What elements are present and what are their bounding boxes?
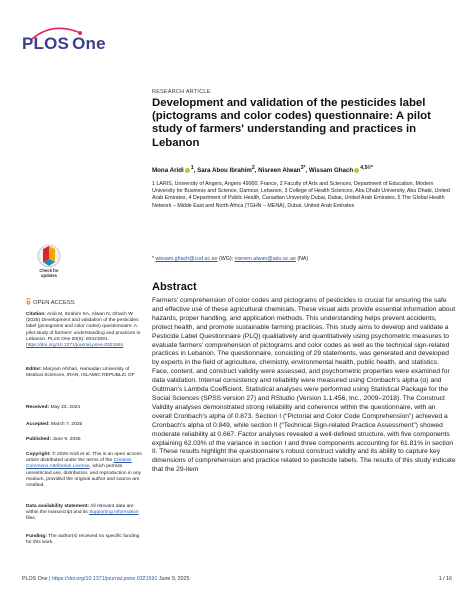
orcid-icon[interactable] [354,168,359,173]
abstract-heading: Abstract [152,281,197,293]
email-link[interactable]: wissam.ghach@cud.ac.ae [155,256,218,262]
data-availability-block: Data availability statement: All relevant data are within the manuscript and its Supporting Information files. [26,504,139,522]
logo-text: PLOS One [22,34,106,53]
orcid-icon[interactable] [185,168,190,173]
editor-block: Editor: Maryam Afshari, Hamadan University of Medical Sciences, IRAN, ISLAMIC REPUBLIC OF [26,367,135,379]
open-lock-icon [26,298,31,305]
license-link[interactable]: Creative Commons Attribution License [26,458,132,470]
author-name[interactable]: Mona Aridi [152,167,184,175]
affiliations: 1 LARIS, University of Angers, Angers 49000, France, 2 Faculty of Arts and Sciences, Department of Education, Modern University for Business and Science, Damour, Lebanon, 3 College of Health Sciences, Abu Dhabi University, Abu Dhabi, United Arab Emirates, 4 Department of Public Health, Canadian University Dubai, Dubai, United Arab Emirates, 5 The Global Health Network – Midde East and North Africa (TGHN – MENA), Dubai, United Arab Emirates [152,181,450,209]
footer-journal: PLOS One [22,576,48,582]
page-footer: PLOS One | https://doi.org/10.1371/journal.pone.0321591 June 9, 2025 1 / 16 [22,576,452,582]
accepted-date: Accepted: March 7, 2025 [26,422,83,427]
published-date: Published: June 9, 2025 [26,437,81,442]
article-type: RESEARCH ARTICLE [152,89,211,95]
author-list [152,165,452,174]
open-access-badge: OPEN ACCESS [26,298,75,306]
journal-logo[interactable] [22,26,122,60]
doi-link[interactable]: https://doi.org/10.1371/journal.pone.0321591 [26,343,124,349]
footer-doi-link[interactable]: https://doi.org/10.1371/journal.pone.0321591 [51,576,158,582]
abstract-body: Farmers' comprehension of color codes and pictograms of pesticides is crucial for ensuring the safe and effective use of these agricultural chemicals. These visual aids provide essential information about hazards, proper handling, and application methods. This understanding helps prevent accidents, protect health, and promote sustainable farming practices. This study aims to develop and validate a Pesticide Label Questionnaire (PLQ) qualitatively and quantitatively using psychometric measures to evaluate farmers' comprehension of pictograms and color codes as well as the technical sign-related practices in Lebanon. The questionnaire, consisting of 29 statements, was generated and developed by experts in the field of agriculture, chemistry, environmental health, public health, and statistics. Face, content, and construct validity were assessed, and psychometric properties were examined for data validation. Internal consistency and reliability were measured using Cronbach's alpha (α) and Guttman's Lambda Coefficient. Statistical analyses were performed using Statistical Package for the Social Sciences (SPSS version 27) and RStudio (Version 1.1.456, Inc., 2009–2018). The Construct Validity analyses demonstrated strong reliability and coherence within the questionnaire, with an overall Cronbach's alpha of 0.873. Section I (“Pictorial and Color Code Comprehension”) achieved a Cronbach's alpha of 0.849, while section II (“Technical Sign-related Practice Assessment”) showed moderate reliability at 0.667. Factor analyses revealed a well-defined structure, with five components explaining 62.03% of the variance in section I and three components accounting for 61.81% in section II. These results highlight the questionnaire's robust construct validity and its ability to capture key dimensions of comprehension and practice related to pesticide labels. The results of this study indicate that the 29-item [152,297,456,474]
check-for-updates-button[interactable] [32,243,66,281]
author-affil-sup: 4,5©* [360,165,374,171]
author-affil-sup: 3* [300,165,306,171]
author-name[interactable]: , Sara Abou Ibrahim [193,167,252,175]
author-name[interactable]: , Wissam Ghach [305,167,354,175]
funding-block: Funding: The author(s) received no specific funding for this work. [26,534,140,546]
page-number: 1 / 16 [438,576,452,582]
author-affil-sup: 1 [190,165,194,171]
citation-block: Citation: Aridi M, Ibrahim SA, Alwan N, Ghach W (2025) Development and validation of the pesticides label (pictograms and color codes) questionnaire: A pilot study of farmers' understanding and practices in Lebanon. PLoS One 20(6): e0321591. https://doi.org/10.1371/journal.pone.0321591 [26,312,141,349]
received-date: Received: May 23, 2024 [26,405,81,410]
check-updates-icon [32,243,66,269]
email-link[interactable]: nisreen.alwan@adu.ac.ae [234,256,296,262]
article-title: Development and validation of the pesticides label (pictograms and color codes) questionnaire: A pilot study of farmers' understanding and practices in Lebanon [152,97,431,149]
footer-date: June 9, 2025 [157,576,190,582]
check-updates-label: Check for updates [39,268,59,278]
author-name[interactable]: , Nisreen Alwan [254,167,301,175]
copyright-block: Copyright: © 2025 Aridi et al. This is an open access article distributed under the terms of the Creative Commons Attribution License, which permits unrestricted use, distribution, and reproduction in any medium, provided the original author and source are credited. [26,452,142,489]
supporting-info-link[interactable]: Supporting Information [89,510,139,516]
author-affil-sup: 2 [251,165,255,171]
correspondence: * wissam.ghach@cud.ac.ae (WG); nisreen.alwan@adu.ac.ae (NA) [152,256,309,262]
